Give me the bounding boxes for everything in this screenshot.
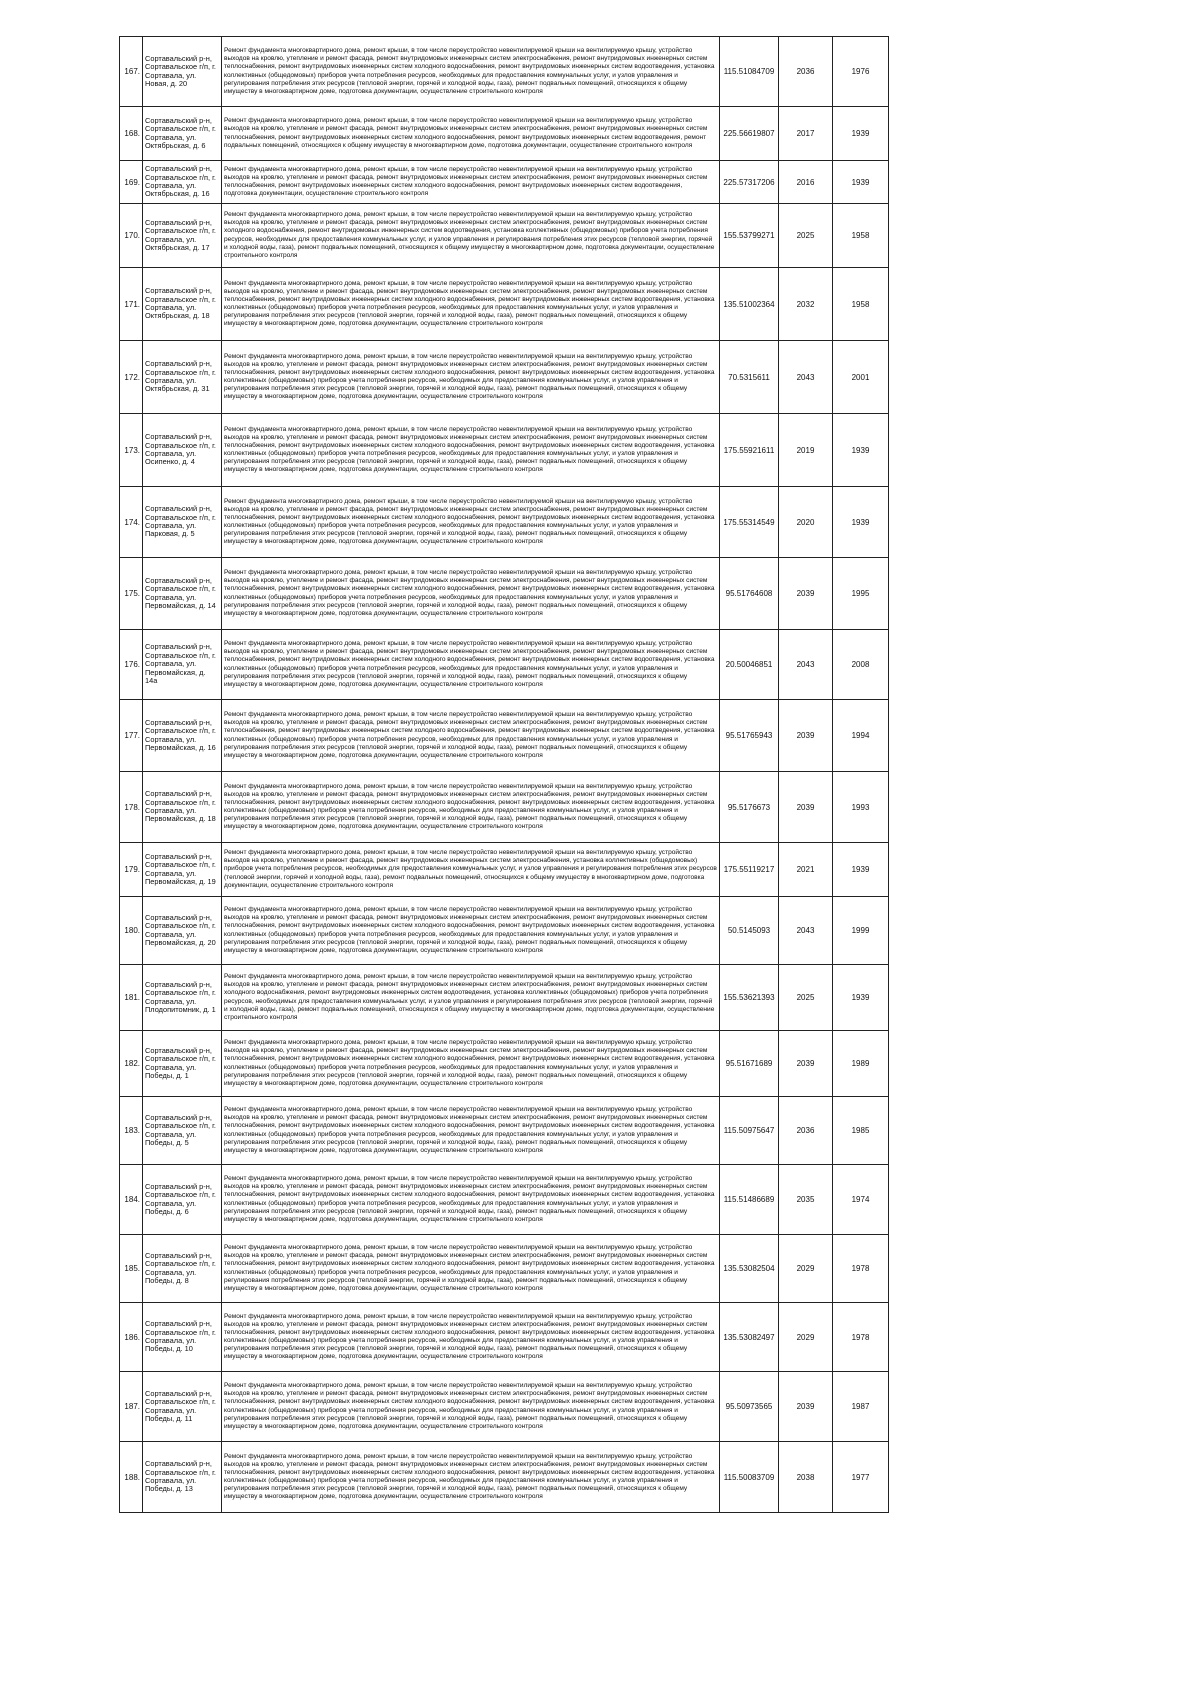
row-built-year: 2008	[833, 630, 889, 700]
row-works: Ремонт фундамента многоквартирного дома, ремонт крыши, в том числе переустройство невентилируемой крыши на вентилируемую крышу, устройство выходов на кровлю, утепление и ремонт фасада, ремонт внутридомовых инженерных систем электроснабжения, ремонт внутридомовых инженерных систем теплоснабжения, ремонт внутридомовых инженерных систем холодного водоснабжения, ремонт внутридомовых инженерных систем водоотведения, установка коллективных (общедомовых) приборов учета потребления ресурсов, необходимых для предоставления коммунальных услуг, и узлов управления и регулирования потребления этих ресурсов (тепловой энергии, горячей и холодной воды, газа), ремонт подвальных помещений, относящихся к общему имуществу в многоквартирном доме, подготовка документации, осуществление строительного контроля	[222, 1303, 720, 1372]
row-works: Ремонт фундамента многоквартирного дома, ремонт крыши, в том числе переустройство невентилируемой крыши на вентилируемую крышу, устройство выходов на кровлю, утепление и ремонт фасада, ремонт внутридомовых инженерных систем электроснабжения, ремонт внутридомовых инженерных систем теплоснабжения, ремонт внутридомовых инженерных систем холодного водоснабжения, ремонт внутридомовых инженерных систем водоотведения, ремонт подвальных помещений, относящихся к общему имуществу в многоквартирном доме, подготовка документации, осуществление строительного контроля	[222, 107, 720, 161]
row-number: 174.	[120, 487, 143, 558]
row-planned-year: 2025	[779, 204, 833, 268]
row-built-year: 1939	[833, 843, 889, 897]
row-planned-year: 2039	[779, 1372, 833, 1442]
row-address: Сортавальский р-н, Сортавальское г/п, г. Сортавала, ул. Победы, д. 1	[143, 1031, 222, 1097]
table-row	[120, 700, 889, 772]
table-row	[120, 965, 889, 1031]
row-number: 170.	[120, 204, 143, 268]
row-planned-year: 2039	[779, 772, 833, 843]
row-number: 171.	[120, 268, 143, 341]
row-address: Сортавальский р-н, Сортавальское г/п, г. Сортавала, ул. Первомайская, д. 18	[143, 772, 222, 843]
table-row	[120, 1031, 889, 1097]
table-row	[120, 630, 889, 700]
row-number: 178.	[120, 772, 143, 843]
row-number: 175.	[120, 558, 143, 630]
row-number: 177.	[120, 700, 143, 772]
row-cost: 115.50083709	[720, 1442, 779, 1513]
row-built-year: 1958	[833, 204, 889, 268]
table-row	[120, 1442, 889, 1513]
table-body	[120, 37, 889, 1513]
row-planned-year: 2043	[779, 341, 833, 414]
row-address: Сортавальский р-н, Сортавальское г/п, г. Сортавала, ул. Победы, д. 5	[143, 1097, 222, 1165]
row-built-year: 1994	[833, 700, 889, 772]
row-built-year: 1939	[833, 965, 889, 1031]
row-works: Ремонт фундамента многоквартирного дома, ремонт крыши, в том числе переустройство невентилируемой крыши на вентилируемую крышу, устройство выходов на кровлю, утепление и ремонт фасада, ремонт внутридомовых инженерных систем электроснабжения, ремонт внутридомовых инженерных систем теплоснабжения, ремонт внутридомовых инженерных систем холодного водоснабжения, ремонт внутридомовых инженерных систем водоотведения, установка коллективных (общедомовых) приборов учета потребления ресурсов, необходимых для предоставления коммунальных услуг, и узлов управления и регулирования потребления этих ресурсов (тепловой энергии, горячей и холодной воды, газа), ремонт подвальных помещений, относящихся к общему имуществу в многоквартирном доме, подготовка документации, осуществление строительного контроля	[222, 37, 720, 107]
row-address: Сортавальский р-н, Сортавальское г/п, г. Сортавала, ул. Октябрьская, д. 16	[143, 161, 222, 204]
row-planned-year: 2043	[779, 897, 833, 965]
row-built-year: 1974	[833, 1165, 889, 1235]
row-number: 185.	[120, 1235, 143, 1303]
row-cost: 225.57317206	[720, 161, 779, 204]
row-planned-year: 2025	[779, 965, 833, 1031]
row-cost: 175.55119217	[720, 843, 779, 897]
table-row	[120, 1372, 889, 1442]
table-row	[120, 341, 889, 414]
row-planned-year: 2043	[779, 630, 833, 700]
row-address: Сортавальский р-н, Сортавальское г/п, г. Сортавала, ул. Октябрьская, д. 31	[143, 341, 222, 414]
row-works: Ремонт фундамента многоквартирного дома, ремонт крыши, в том числе переустройство невентилируемой крыши на вентилируемую крышу, устройство выходов на кровлю, утепление и ремонт фасада, ремонт внутридомовых инженерных систем электроснабжения, ремонт внутридомовых инженерных систем теплоснабжения, ремонт внутридомовых инженерных систем холодного водоснабжения, ремонт внутридомовых инженерных систем водоотведения, установка коллективных (общедомовых) приборов учета потребления ресурсов, необходимых для предоставления коммунальных услуг, и узлов управления и регулирования потребления этих ресурсов (тепловой энергии, горячей и холодной воды, газа), ремонт подвальных помещений, относящихся к общему имуществу в многоквартирном доме, подготовка документации, осуществление строительного контроля	[222, 700, 720, 772]
row-address: Сортавальский р-н, Сортавальское г/п, г. Сортавала, ул. Победы, д. 13	[143, 1442, 222, 1513]
row-address: Сортавальский р-н, Сортавальское г/п, г. Сортавала, ул. Победы, д. 8	[143, 1235, 222, 1303]
row-planned-year: 2020	[779, 487, 833, 558]
row-cost: 115.50975647	[720, 1097, 779, 1165]
row-address: Сортавальский р-н, Сортавальское г/п, г. Сортавала, ул. Первомайская, д. 16	[143, 700, 222, 772]
row-built-year: 2001	[833, 341, 889, 414]
row-cost: 155.53799271	[720, 204, 779, 268]
row-number: 181.	[120, 965, 143, 1031]
row-works: Ремонт фундамента многоквартирного дома, ремонт крыши, в том числе переустройство невентилируемой крыши на вентилируемую крышу, устройство выходов на кровлю, утепление и ремонт фасада, ремонт внутридомовых инженерных систем электроснабжения, ремонт внутридомовых инженерных систем теплоснабжения, ремонт внутридомовых инженерных систем холодного водоснабжения, ремонт внутридомовых инженерных систем водоотведения, установка коллективных (общедомовых) приборов учета потребления ресурсов, необходимых для предоставления коммунальных услуг, и узлов управления и регулирования потребления этих ресурсов (тепловой энергии, горячей и холодной воды, газа), ремонт подвальных помещений, относящихся к общему имуществу в многоквартирном доме, подготовка документации, осуществление строительного контроля	[222, 487, 720, 558]
row-number: 167.	[120, 37, 143, 107]
table-row	[120, 204, 889, 268]
row-works: Ремонт фундамента многоквартирного дома, ремонт крыши, в том числе переустройство невентилируемой крыши на вентилируемую крышу, устройство выходов на кровлю, утепление и ремонт фасада, ремонт внутридомовых инженерных систем электроснабжения, ремонт внутридомовых инженерных систем теплоснабжения, ремонт внутридомовых инженерных систем холодного водоснабжения, ремонт внутридомовых инженерных систем водоотведения, установка коллективных (общедомовых) приборов учета потребления ресурсов, необходимых для предоставления коммунальных услуг, и узлов управления и регулирования потребления этих ресурсов (тепловой энергии, горячей и холодной воды, газа), ремонт подвальных помещений, относящихся к общему имуществу в многоквартирном доме, подготовка документации, осуществление строительного контроля	[222, 558, 720, 630]
row-address: Сортавальский р-н, Сортавальское г/п, г. Сортавала, ул. Октябрьская, д. 6	[143, 107, 222, 161]
row-works: Ремонт фундамента многоквартирного дома, ремонт крыши, в том числе переустройство невентилируемой крыши на вентилируемую крышу, устройство выходов на кровлю, утепление и ремонт фасада, ремонт внутридомовых инженерных систем электроснабжения, установка коллективных (общедомовых) приборов учета потребления ресурсов, необходимых для предоставления коммунальных услуг, и узлов управления и регулирования потребления этих ресурсов (тепловой энергии, горячей и холодной воды, газа), ремонт подвальных помещений, относящихся к общему имуществу в многоквартирном доме, подготовка документации, осуществление строительного контроля	[222, 843, 720, 897]
row-address: Сортавальский р-н, Сортавальское г/п, г. Сортавала, ул. Первомайская, д. 14а	[143, 630, 222, 700]
row-planned-year: 2032	[779, 268, 833, 341]
table-row	[120, 843, 889, 897]
row-planned-year: 2019	[779, 414, 833, 487]
row-built-year: 1995	[833, 558, 889, 630]
row-cost: 20.50046851	[720, 630, 779, 700]
row-works: Ремонт фундамента многоквартирного дома, ремонт крыши, в том числе переустройство невентилируемой крыши на вентилируемую крышу, устройство выходов на кровлю, утепление и ремонт фасада, ремонт внутридомовых инженерных систем электроснабжения, ремонт внутридомовых инженерных систем теплоснабжения, ремонт внутридомовых инженерных систем холодного водоснабжения, ремонт внутридомовых инженерных систем водоотведения, установка коллективных (общедомовых) приборов учета потребления ресурсов, необходимых для предоставления коммунальных услуг, и узлов управления и регулирования потребления этих ресурсов (тепловой энергии, горячей и холодной воды, газа), ремонт подвальных помещений, относящихся к общему имуществу в многоквартирном доме, подготовка документации, осуществление строительного контроля	[222, 1097, 720, 1165]
row-cost: 155.53621393	[720, 965, 779, 1031]
table-row	[120, 1303, 889, 1372]
row-cost: 70.5315611	[720, 341, 779, 414]
row-works: Ремонт фундамента многоквартирного дома, ремонт крыши, в том числе переустройство невентилируемой крыши на вентилируемую крышу, устройство выходов на кровлю, утепление и ремонт фасада, ремонт внутридомовых инженерных систем электроснабжения, ремонт внутридомовых инженерных систем теплоснабжения, ремонт внутридомовых инженерных систем холодного водоснабжения, ремонт внутридомовых инженерных систем водоотведения, установка коллективных (общедомовых) приборов учета потребления ресурсов, необходимых для предоставления коммунальных услуг, и узлов управления и регулирования потребления этих ресурсов (тепловой энергии, горячей и холодной воды, газа), ремонт подвальных помещений, относящихся к общему имуществу в многоквартирном доме, подготовка документации, осуществление строительного контроля	[222, 414, 720, 487]
row-planned-year: 2016	[779, 161, 833, 204]
row-cost: 115.51084709	[720, 37, 779, 107]
row-address: Сортавальский р-н, Сортавальское г/п, г. Сортавала, ул. Октябрьская, д. 18	[143, 268, 222, 341]
row-planned-year: 2021	[779, 843, 833, 897]
row-number: 180.	[120, 897, 143, 965]
row-planned-year: 2017	[779, 107, 833, 161]
row-works: Ремонт фундамента многоквартирного дома, ремонт крыши, в том числе переустройство невентилируемой крыши на вентилируемую крышу, устройство выходов на кровлю, утепление и ремонт фасада, ремонт внутридомовых инженерных систем электроснабжения, ремонт внутридомовых инженерных систем теплоснабжения, ремонт внутридомовых инженерных систем холодного водоснабжения, ремонт внутридомовых инженерных систем водоотведения, подготовка документации, осуществление строительного контроля	[222, 161, 720, 204]
row-number: 176.	[120, 630, 143, 700]
table-row	[120, 558, 889, 630]
row-cost: 135.53082497	[720, 1303, 779, 1372]
row-built-year: 1985	[833, 1097, 889, 1165]
row-number: 188.	[120, 1442, 143, 1513]
row-built-year: 1939	[833, 414, 889, 487]
row-works: Ремонт фундамента многоквартирного дома, ремонт крыши, в том числе переустройство невентилируемой крыши на вентилируемую крышу, устройство выходов на кровлю, утепление и ремонт фасада, ремонт внутридомовых инженерных систем электроснабжения, ремонт внутридомовых инженерных систем теплоснабжения, ремонт внутридомовых инженерных систем холодного водоснабжения, ремонт внутридомовых инженерных систем водоотведения, установка коллективных (общедомовых) приборов учета потребления ресурсов, необходимых для предоставления коммунальных услуг, и узлов управления и регулирования потребления этих ресурсов (тепловой энергии, горячей и холодной воды, газа), ремонт подвальных помещений, относящихся к общему имуществу в многоквартирном доме, подготовка документации, осуществление строительного контроля	[222, 772, 720, 843]
table-row	[120, 772, 889, 843]
row-built-year: 1993	[833, 772, 889, 843]
row-address: Сортавальский р-н, Сортавальское г/п, г. Сортавала, ул. Победы, д. 6	[143, 1165, 222, 1235]
row-planned-year: 2029	[779, 1235, 833, 1303]
row-planned-year: 2039	[779, 558, 833, 630]
table-row	[120, 1097, 889, 1165]
row-number: 168.	[120, 107, 143, 161]
row-number: 179.	[120, 843, 143, 897]
row-built-year: 1978	[833, 1303, 889, 1372]
table-row	[120, 161, 889, 204]
row-cost: 50.5145093	[720, 897, 779, 965]
row-built-year: 1976	[833, 37, 889, 107]
row-works: Ремонт фундамента многоквартирного дома, ремонт крыши, в том числе переустройство невентилируемой крыши на вентилируемую крышу, устройство выходов на кровлю, утепление и ремонт фасада, ремонт внутридомовых инженерных систем электроснабжения, ремонт внутридомовых инженерных систем теплоснабжения, ремонт внутридомовых инженерных систем холодного водоснабжения, ремонт внутридомовых инженерных систем водоотведения, установка коллективных (общедомовых) приборов учета потребления ресурсов, необходимых для предоставления коммунальных услуг, и узлов управления и регулирования потребления этих ресурсов (тепловой энергии, горячей и холодной воды, газа), ремонт подвальных помещений, относящихся к общему имуществу в многоквартирном доме, подготовка документации, осуществление строительного контроля	[222, 1031, 720, 1097]
table-row	[120, 268, 889, 341]
row-cost: 135.53082504	[720, 1235, 779, 1303]
row-built-year: 1999	[833, 897, 889, 965]
row-built-year: 1939	[833, 487, 889, 558]
row-number: 184.	[120, 1165, 143, 1235]
row-cost: 175.55921611	[720, 414, 779, 487]
capital-repair-table	[119, 36, 889, 1513]
row-built-year: 1939	[833, 107, 889, 161]
row-number: 183.	[120, 1097, 143, 1165]
row-cost: 175.55314549	[720, 487, 779, 558]
row-number: 186.	[120, 1303, 143, 1372]
row-built-year: 1977	[833, 1442, 889, 1513]
row-address: Сортавальский р-н, Сортавальское г/п, г. Сортавала, ул. Первомайская, д. 14	[143, 558, 222, 630]
row-built-year: 1989	[833, 1031, 889, 1097]
row-works: Ремонт фундамента многоквартирного дома, ремонт крыши, в том числе переустройство невентилируемой крыши на вентилируемую крышу, устройство выходов на кровлю, утепление и ремонт фасада, ремонт внутридомовых инженерных систем электроснабжения, ремонт внутридомовых инженерных систем теплоснабжения, ремонт внутридомовых инженерных систем холодного водоснабжения, ремонт внутридомовых инженерных систем водоотведения, установка коллективных (общедомовых) приборов учета потребления ресурсов, необходимых для предоставления коммунальных услуг, и узлов управления и регулирования потребления этих ресурсов (тепловой энергии, горячей и холодной воды, газа), ремонт подвальных помещений, относящихся к общему имуществу в многоквартирном доме, подготовка документации, осуществление строительного контроля	[222, 268, 720, 341]
row-built-year: 1987	[833, 1372, 889, 1442]
row-number: 187.	[120, 1372, 143, 1442]
table-row	[120, 1165, 889, 1235]
row-number: 182.	[120, 1031, 143, 1097]
row-works: Ремонт фундамента многоквартирного дома, ремонт крыши, в том числе переустройство невентилируемой крыши на вентилируемую крышу, устройство выходов на кровлю, утепление и ремонт фасада, ремонт внутридомовых инженерных систем электроснабжения, ремонт внутридомовых инженерных систем теплоснабжения, ремонт внутридомовых инженерных систем холодного водоснабжения, ремонт внутридомовых инженерных систем водоотведения, установка коллективных (общедомовых) приборов учета потребления ресурсов, необходимых для предоставления коммунальных услуг, и узлов управления и регулирования потребления этих ресурсов (тепловой энергии, горячей и холодной воды, газа), ремонт подвальных помещений, относящихся к общему имуществу в многоквартирном доме, подготовка документации, осуществление строительного контроля	[222, 341, 720, 414]
table-row	[120, 487, 889, 558]
row-number: 169.	[120, 161, 143, 204]
row-address: Сортавальский р-н, Сортавальское г/п, г. Сортавала, ул. Осипенко, д. 4	[143, 414, 222, 487]
row-works: Ремонт фундамента многоквартирного дома, ремонт крыши, в том числе переустройство невентилируемой крыши на вентилируемую крышу, устройство выходов на кровлю, утепление и ремонт фасада, ремонт внутридомовых инженерных систем электроснабжения, ремонт внутридомовых инженерных систем теплоснабжения, ремонт внутридомовых инженерных систем холодного водоснабжения, ремонт внутридомовых инженерных систем водоотведения, установка коллективных (общедомовых) приборов учета потребления ресурсов, необходимых для предоставления коммунальных услуг, и узлов управления и регулирования потребления этих ресурсов (тепловой энергии, горячей и холодной воды, газа), ремонт подвальных помещений, относящихся к общему имуществу в многоквартирном доме, подготовка документации, осуществление строительного контроля	[222, 630, 720, 700]
table-row	[120, 107, 889, 161]
row-planned-year: 2036	[779, 37, 833, 107]
row-address: Сортавальский р-н, Сортавальское г/п, г. Сортавала, ул. Первомайская, д. 19	[143, 843, 222, 897]
table-row	[120, 897, 889, 965]
row-planned-year: 2039	[779, 700, 833, 772]
row-address: Сортавальский р-н, Сортавальское г/п, г. Сортавала, ул. Первомайская, д. 20	[143, 897, 222, 965]
table-row	[120, 1235, 889, 1303]
row-works: Ремонт фундамента многоквартирного дома, ремонт крыши, в том числе переустройство невентилируемой крыши на вентилируемую крышу, устройство выходов на кровлю, утепление и ремонт фасада, ремонт внутридомовых инженерных систем электроснабжения, ремонт внутридомовых инженерных систем холодного водоснабжения, ремонт внутридомовых инженерных систем водоотведения, установка коллективных (общедомовых) приборов учета потребления ресурсов, необходимых для предоставления коммунальных услуг, и узлов управления и регулирования потребления этих ресурсов (тепловой энергии, горячей и холодной воды, газа), ремонт подвальных помещений, относящихся к общему имуществу в многоквартирном доме, подготовка документации, осуществление строительного контроля	[222, 204, 720, 268]
row-number: 172.	[120, 341, 143, 414]
row-address: Сортавальский р-н, Сортавальское г/п, г. Сортавала, ул. Новая, д. 20	[143, 37, 222, 107]
row-cost: 95.51764608	[720, 558, 779, 630]
row-cost: 135.51002364	[720, 268, 779, 341]
row-address: Сортавальский р-н, Сортавальское г/п, г. Сортавала, ул. Плодопитомник, д. 1	[143, 965, 222, 1031]
row-planned-year: 2038	[779, 1442, 833, 1513]
row-planned-year: 2039	[779, 1031, 833, 1097]
row-planned-year: 2035	[779, 1165, 833, 1235]
row-built-year: 1958	[833, 268, 889, 341]
row-works: Ремонт фундамента многоквартирного дома, ремонт крыши, в том числе переустройство невентилируемой крыши на вентилируемую крышу, устройство выходов на кровлю, утепление и ремонт фасада, ремонт внутридомовых инженерных систем электроснабжения, ремонт внутридомовых инженерных систем теплоснабжения, ремонт внутридомовых инженерных систем холодного водоснабжения, ремонт внутридомовых инженерных систем водоотведения, установка коллективных (общедомовых) приборов учета потребления ресурсов, необходимых для предоставления коммунальных услуг, и узлов управления и регулирования потребления этих ресурсов (тепловой энергии, горячей и холодной воды, газа), ремонт подвальных помещений, относящихся к общему имуществу в многоквартирном доме, подготовка документации, осуществление строительного контроля	[222, 1165, 720, 1235]
row-address: Сортавальский р-н, Сортавальское г/п, г. Сортавала, ул. Победы, д. 10	[143, 1303, 222, 1372]
row-works: Ремонт фундамента многоквартирного дома, ремонт крыши, в том числе переустройство невентилируемой крыши на вентилируемую крышу, устройство выходов на кровлю, утепление и ремонт фасада, ремонт внутридомовых инженерных систем электроснабжения, ремонт внутридомовых инженерных систем теплоснабжения, ремонт внутридомовых инженерных систем холодного водоснабжения, ремонт внутридомовых инженерных систем водоотведения, установка коллективных (общедомовых) приборов учета потребления ресурсов, необходимых для предоставления коммунальных услуг, и узлов управления и регулирования потребления этих ресурсов (тепловой энергии, горячей и холодной воды, газа), ремонт подвальных помещений, относящихся к общему имуществу в многоквартирном доме, подготовка документации, осуществление строительного контроля	[222, 1235, 720, 1303]
table-row	[120, 37, 889, 107]
row-works: Ремонт фундамента многоквартирного дома, ремонт крыши, в том числе переустройство невентилируемой крыши на вентилируемую крышу, устройство выходов на кровлю, утепление и ремонт фасада, ремонт внутридомовых инженерных систем электроснабжения, ремонт внутридомовых инженерных систем теплоснабжения, ремонт внутридомовых инженерных систем холодного водоснабжения, ремонт внутридомовых инженерных систем водоотведения, установка коллективных (общедомовых) приборов учета потребления ресурсов, необходимых для предоставления коммунальных услуг, и узлов управления и регулирования потребления этих ресурсов (тепловой энергии, горячей и холодной воды, газа), ремонт подвальных помещений, относящихся к общему имуществу в многоквартирном доме, подготовка документации, осуществление строительного контроля	[222, 897, 720, 965]
row-planned-year: 2036	[779, 1097, 833, 1165]
row-number: 173.	[120, 414, 143, 487]
row-planned-year: 2029	[779, 1303, 833, 1372]
row-works: Ремонт фундамента многоквартирного дома, ремонт крыши, в том числе переустройство невентилируемой крыши на вентилируемую крышу, устройство выходов на кровлю, утепление и ремонт фасада, ремонт внутридомовых инженерных систем электроснабжения, ремонт внутридомовых инженерных систем холодного водоснабжения, ремонт внутридомовых инженерных систем водоотведения, установка коллективных (общедомовых) приборов учета потребления ресурсов, необходимых для предоставления коммунальных услуг, и узлов управления и регулирования потребления этих ресурсов (тепловой энергии, горячей и холодной воды, газа), ремонт подвальных помещений, относящихся к общему имуществу в многоквартирном доме, подготовка документации, осуществление строительного контроля	[222, 965, 720, 1031]
row-cost: 95.51765943	[720, 700, 779, 772]
row-address: Сортавальский р-н, Сортавальское г/п, г. Сортавала, ул. Парковая, д. 5	[143, 487, 222, 558]
row-works: Ремонт фундамента многоквартирного дома, ремонт крыши, в том числе переустройство невентилируемой крыши на вентилируемую крышу, устройство выходов на кровлю, утепление и ремонт фасада, ремонт внутридомовых инженерных систем электроснабжения, ремонт внутридомовых инженерных систем теплоснабжения, ремонт внутридомовых инженерных систем холодного водоснабжения, ремонт внутридомовых инженерных систем водоотведения, установка коллективных (общедомовых) приборов учета потребления ресурсов, необходимых для предоставления коммунальных услуг, и узлов управления и регулирования потребления этих ресурсов (тепловой энергии, горячей и холодной воды, газа), ремонт подвальных помещений, относящихся к общему имуществу в многоквартирном доме, подготовка документации, осуществление строительного контроля	[222, 1442, 720, 1513]
row-works: Ремонт фундамента многоквартирного дома, ремонт крыши, в том числе переустройство невентилируемой крыши на вентилируемую крышу, устройство выходов на кровлю, утепление и ремонт фасада, ремонт внутридомовых инженерных систем электроснабжения, ремонт внутридомовых инженерных систем теплоснабжения, ремонт внутридомовых инженерных систем холодного водоснабжения, ремонт внутридомовых инженерных систем водоотведения, установка коллективных (общедомовых) приборов учета потребления ресурсов, необходимых для предоставления коммунальных услуг, и узлов управления и регулирования потребления этих ресурсов (тепловой энергии, горячей и холодной воды, газа), ремонт подвальных помещений, относящихся к общему имуществу в многоквартирном доме, подготовка документации, осуществление строительного контроля	[222, 1372, 720, 1442]
table-row	[120, 414, 889, 487]
row-built-year: 1978	[833, 1235, 889, 1303]
row-cost: 225.56619807	[720, 107, 779, 161]
row-cost: 115.51486689	[720, 1165, 779, 1235]
row-address: Сортавальский р-н, Сортавальское г/п, г. Сортавала, ул. Октябрьская, д. 17	[143, 204, 222, 268]
row-address: Сортавальский р-н, Сортавальское г/п, г. Сортавала, ул. Победы, д. 11	[143, 1372, 222, 1442]
row-built-year: 1939	[833, 161, 889, 204]
row-cost: 95.51671689	[720, 1031, 779, 1097]
row-cost: 95.5176673	[720, 772, 779, 843]
row-cost: 95.50973565	[720, 1372, 779, 1442]
